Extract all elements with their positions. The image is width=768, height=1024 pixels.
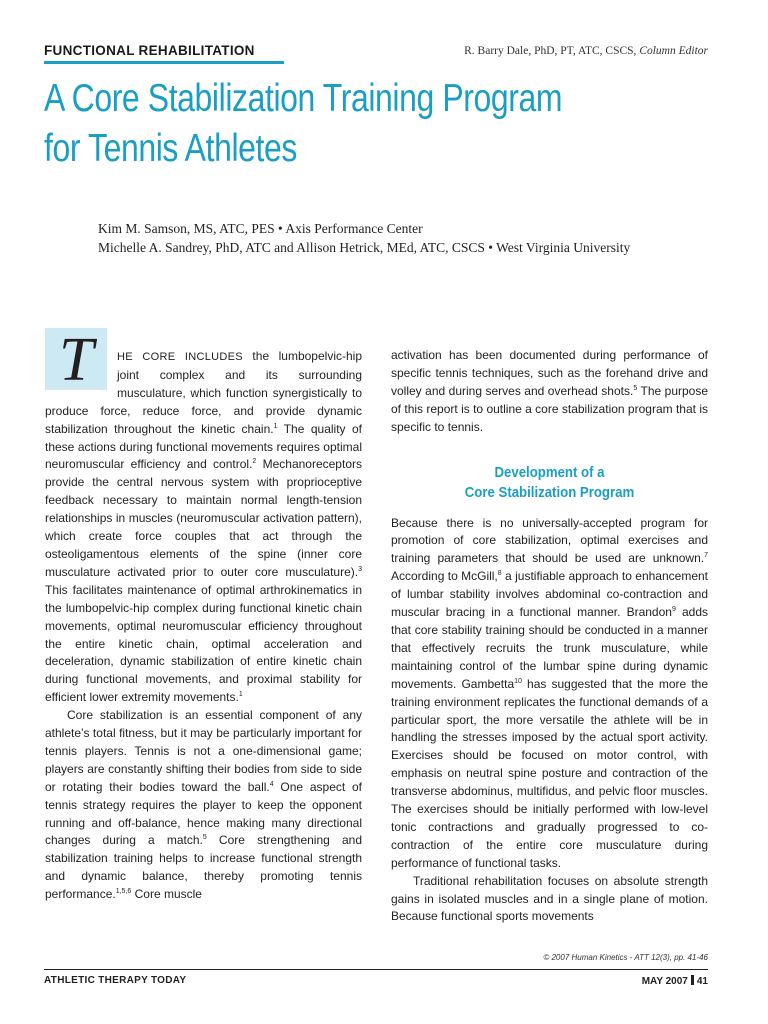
intro-paragraph [45, 326, 362, 707]
citation: 1 [273, 422, 278, 430]
text-run: According to McGill, [391, 569, 498, 584]
text-run: The quality of these actions during functional movements requires optimal neuromuscular efficiency and control. [45, 421, 362, 472]
text-run: The purpose of this report is to outline a core stabilization program that is specific to tennis. [391, 383, 709, 434]
journal-name: ATHLETIC THERAPY TODAY [44, 975, 187, 986]
text-run: One aspect of tennis strategy requires the player to keep the opponent running and off-balance, hence making many directional changes during a match. [45, 779, 362, 848]
title-line-1: A Core Stabilization Training Program [44, 77, 563, 120]
issue-date: MAY 2007 [641, 976, 688, 987]
article-title [44, 74, 585, 174]
editor-name: R. Barry Dale, PhD, PT, ATC, CSCS, [464, 45, 637, 57]
citation: 2 [252, 458, 257, 466]
body-paragraph [391, 347, 708, 437]
text-run: Mechanoreceptors provide the central nervous system with proprioceptive feedback necessary to maintain normal length-tension relationships in muscles (neuromuscular activation pattern), which create force couples that act through the osteoligamentous elements of the spine (inner core musculature activated prior to outer core musculature). [45, 457, 362, 579]
title-line-2: for Tennis Athletes [44, 127, 297, 170]
lead-in-smallcaps: HE CORE INCLUDES [117, 351, 243, 363]
citation: 5 [633, 384, 638, 392]
footer-rule [44, 969, 708, 970]
author-block [98, 219, 630, 257]
body-paragraph [391, 515, 708, 873]
citation: 7 [704, 552, 708, 560]
footer-separator [691, 975, 694, 985]
text-run: Because there is no universally-accepted program for promotion of core stabilization, optimal exercises and training parameters that should be used are unknown. [391, 515, 708, 566]
text-run: Core muscle [131, 887, 202, 902]
citation: 1,5,6 [115, 888, 132, 896]
section-heading-line-2: Core Stabilization Program [464, 483, 635, 501]
body-paragraph: Traditional rehabilitation focuses on absolute strength gains in isolated muscles and in a single plane of motion. Because functional sports movements [391, 873, 708, 924]
section-label: FUNCTIONAL REHABILITATION [44, 43, 255, 58]
citation: 10 [514, 677, 522, 685]
citation: 9 [671, 606, 676, 614]
section-rule [44, 61, 284, 64]
text-run: Core stabilization is an essential component of any athlete’s total fitness, but it may be particularly important for tennis players. Tennis is not a one-dimensional game; players are constantly shifting their bodies from side to side or rotating their bodies toward the ball. [45, 708, 362, 794]
author-line-1: Kim M. Samson, MS, ATC, PES • Axis Performance Center [98, 221, 423, 236]
left-column [45, 326, 362, 904]
text-run: has suggested that the more the training environment replicates the functional demands of a particular sport, the more versatile the athlete will be in handling the stresses imposed by the actual sport activity. Exercises should be focused on motor control, with emphasis on neutral spine posture and contraction of the transverse abdominus, multifidus, and pelvic floor muscles. The exercises should be initially performed with low-level tonic contractions and gradually progressed to co-contraction of the entire core musculature during performance of functional tasks. [391, 676, 708, 870]
text-run: Core strengthening and stabilization training helps to increase functional strength and dynamic balance, thereby promoting tennis performance. [45, 833, 362, 902]
editor-role: Column Editor [639, 45, 708, 57]
page-number: 41 [696, 976, 708, 987]
dropcap [45, 326, 107, 394]
citation: 3 [358, 565, 362, 573]
citation: 1 [238, 691, 243, 699]
text-run: This facilitates maintenance of optimal arthrokinematics in the lumbopelvic-hip complex during functional kinetic chain movements, optimal neuromuscular efficiency throughout the entire kinetic chain, optimal acceleration and deceleration, dynamic stabilization of entire kinetic chain during functional movements, and proximal stability for efficient lower extremity movements. [45, 582, 362, 705]
citation: 5 [202, 834, 207, 842]
citation: 8 [497, 570, 502, 578]
column-editor [464, 45, 708, 57]
dropcap-letter: T [59, 326, 94, 394]
section-heading [410, 463, 689, 503]
text-run: a justifiable approach to enhancement of lumbar stability involves abdominal co-contraction and muscular bracing in a functional manner. Brandon [391, 569, 709, 620]
issue-page [642, 975, 708, 987]
copyright-notice: © 2007 Human Kinetics - ATT 12(3), pp. 41-46 [543, 953, 708, 962]
text-run: the lumbopelvic-hip joint complex and its surrounding musculature, which function synergistically to produce force, reduce force, and provide dynamic stabilization throughout the kinetic chain. [45, 349, 362, 436]
section-heading-line-1: Development of a [494, 463, 605, 481]
author-line-2: Michelle A. Sandrey, PhD, ATC and Allison Hetrick, MEd, ATC, CSCS • West Virginia University [98, 240, 631, 255]
citation: 4 [269, 780, 274, 788]
body-paragraph [45, 707, 362, 904]
right-column [391, 347, 708, 926]
text-run: adds that core stability training should be conducted in a manner that effectively recruits the trunk musculature, while maintaining control of the lumbar spine during dynamic movements. Gambetta [391, 605, 708, 691]
text-run: activation has been documented during performance of specific tennis techniques, such as the forehand drive and volley and during serves and overhead shots. [391, 348, 708, 398]
